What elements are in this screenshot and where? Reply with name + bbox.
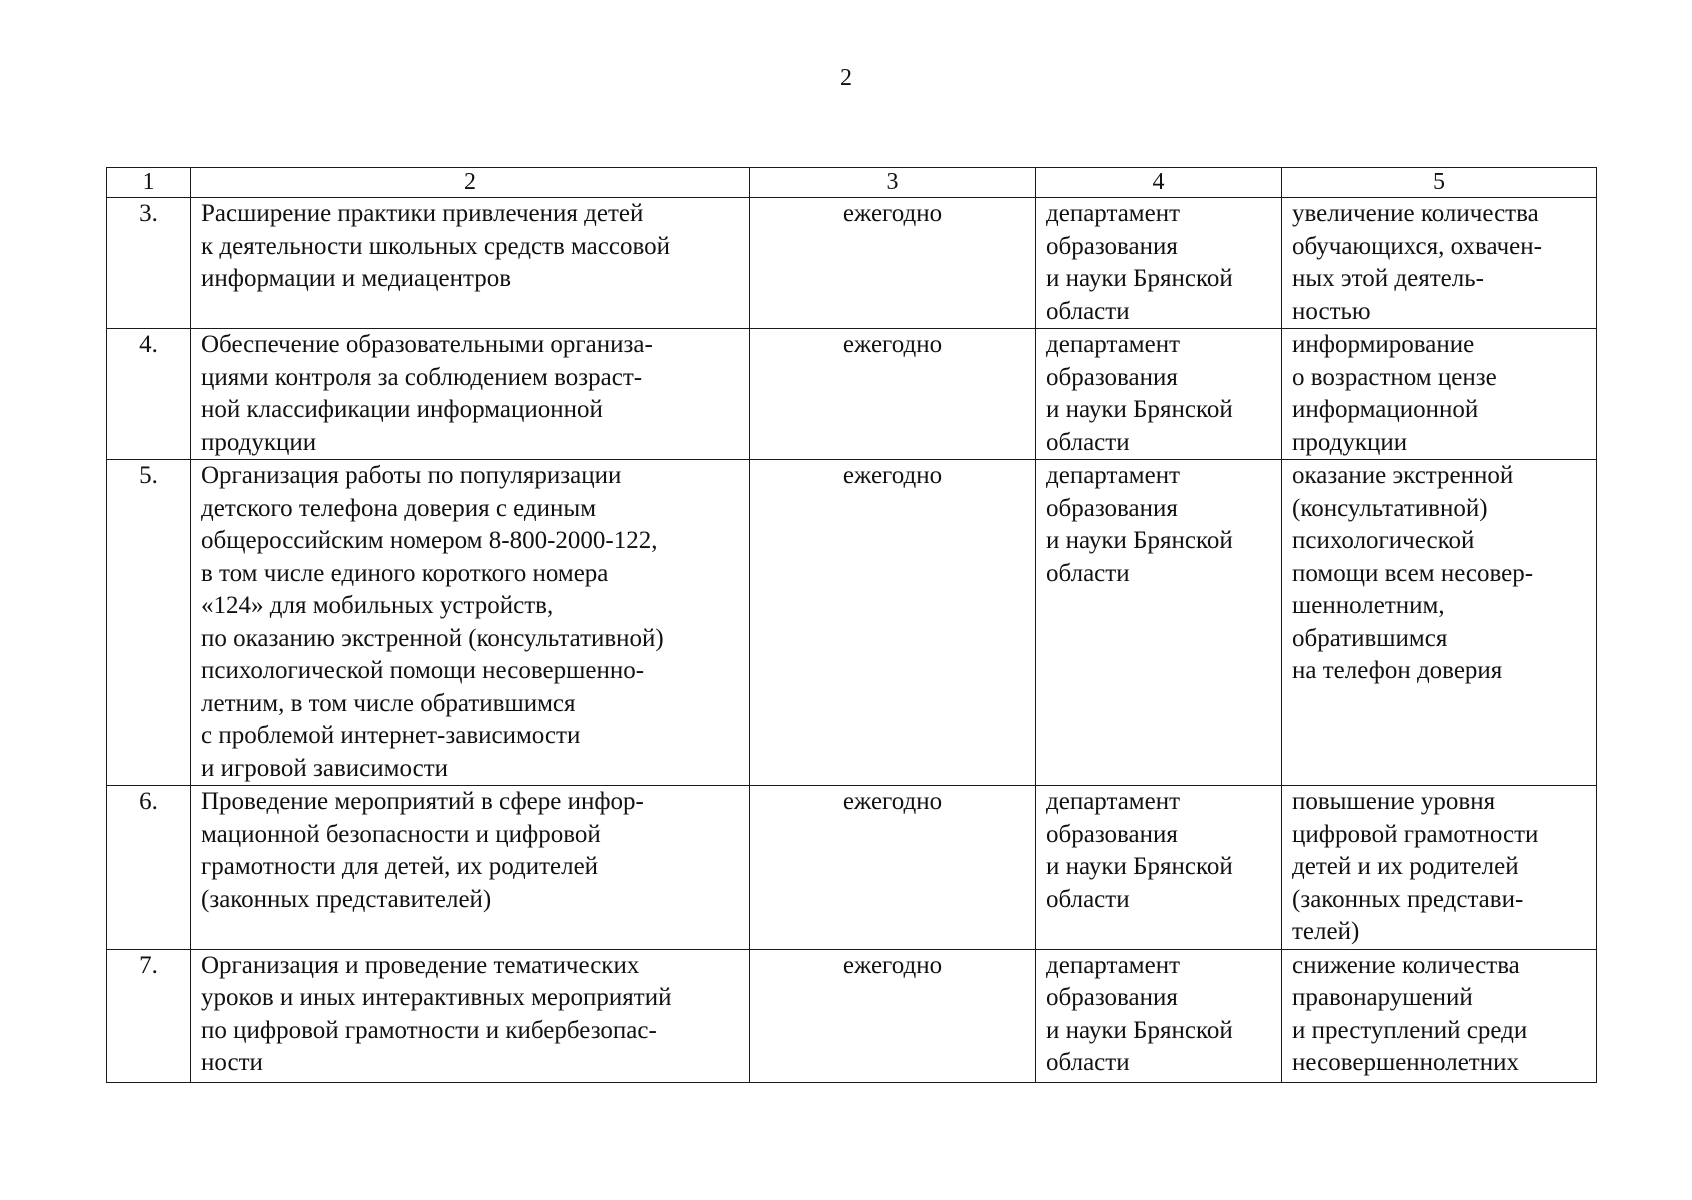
term-cell: ежегодно (750, 949, 1036, 1082)
row-number: 6. (107, 786, 191, 950)
executor-cell: департамент образования и науки Брянской области (1036, 949, 1282, 1082)
term-cell: ежегодно (750, 198, 1036, 329)
table-row (107, 460, 1597, 786)
executor-cell: департамент образования и науки Брянской области (1036, 460, 1282, 786)
table-row (107, 198, 1597, 329)
result-cell: информирование о возрастном цензе информационной продукции (1282, 329, 1597, 460)
term-cell: ежегодно (750, 786, 1036, 950)
row-number: 5. (107, 460, 191, 786)
table-row (107, 329, 1597, 460)
executor-cell: департамент образования и науки Брянской области (1036, 786, 1282, 950)
activity-cell: Проведение мероприятий в сфере инфор- мационной безопасности и цифровой грамотности для детей, их родителей (законных представителей) (191, 786, 750, 950)
result-cell: увеличение количества обучающихся, охвачен- ных этой деятель- ностью (1282, 198, 1597, 329)
term-cell: ежегодно (750, 460, 1036, 786)
row-number: 4. (107, 329, 191, 460)
activity-cell: Организация работы по популяризации детского телефона доверия с единым общероссийским номером 8-800-2000-122, в том числе единого короткого номера «124» для мобильных устройств, по оказанию экстренной (консультативной) психологической помощи несовершенно- летним, в том числе обратившимся с проблемой интернет-зависимости и игровой зависимости (191, 460, 750, 786)
table-header-row (107, 168, 1597, 198)
table-row (107, 949, 1597, 1082)
term-cell: ежегодно (750, 329, 1036, 460)
row-number: 3. (107, 198, 191, 329)
column-header: 1 (107, 168, 191, 198)
page-number: 2 (840, 65, 852, 91)
measures-table (106, 167, 1597, 1083)
row-number: 7. (107, 949, 191, 1082)
result-cell: оказание экстренной (консультативной) психологической помощи всем несовер- шеннолетним, обратившимся на телефон доверия (1282, 460, 1597, 786)
result-cell: повышение уровня цифровой грамотности детей и их родителей (законных представи- телей) (1282, 786, 1597, 950)
result-cell: снижение количества правонарушений и преступлений среди несовершеннолетних (1282, 949, 1597, 1082)
executor-cell: департамент образования и науки Брянской области (1036, 198, 1282, 329)
activity-cell: Расширение практики привлечения детей к деятельности школьных средств массовой информации и медиацентров (191, 198, 750, 329)
activity-cell: Обеспечение образовательными организа- циями контроля за соблюдением возраст- ной классификации информационной продукции (191, 329, 750, 460)
activity-cell: Организация и проведение тематических уроков и иных интерактивных мероприятий по цифровой грамотности и кибербезопас- ности (191, 949, 750, 1082)
table-row (107, 786, 1597, 950)
executor-cell: департамент образования и науки Брянской области (1036, 329, 1282, 460)
column-header: 2 (191, 168, 750, 198)
column-header: 4 (1036, 168, 1282, 198)
column-header: 3 (750, 168, 1036, 198)
column-header: 5 (1282, 168, 1597, 198)
